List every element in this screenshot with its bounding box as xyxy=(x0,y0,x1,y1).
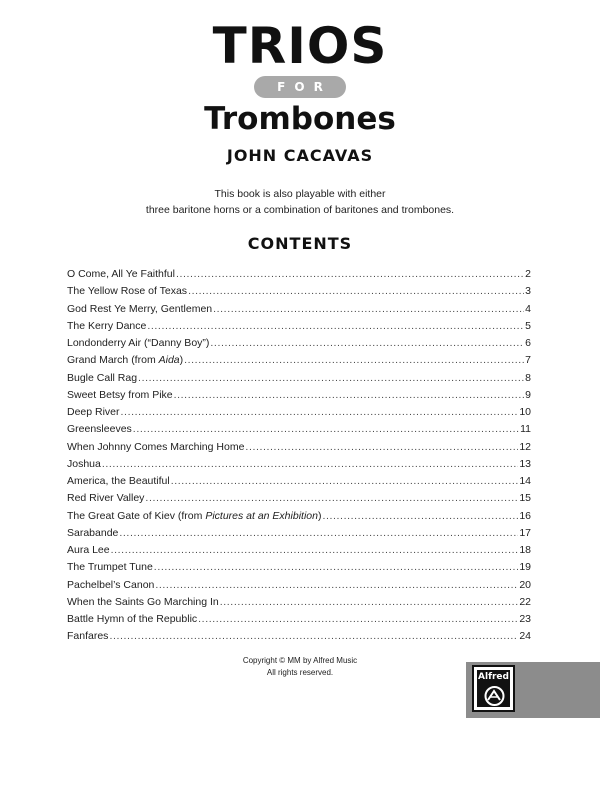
toc-row xyxy=(67,559,531,576)
toc-row xyxy=(67,370,531,387)
toc-row xyxy=(67,404,531,421)
author-name: JOHN CACAVAS xyxy=(226,146,374,165)
toc-page-number: 13 xyxy=(519,457,531,470)
toc-row xyxy=(67,628,531,645)
toc-title xyxy=(67,370,137,387)
toc-leader-dots xyxy=(188,283,524,300)
toc-title-text: Greensleeves xyxy=(67,423,132,436)
copyright-line-2: All rights reserved. xyxy=(266,668,334,677)
toc-row xyxy=(67,508,531,525)
copyright-line-1: Copyright © MM by Alfred Music xyxy=(242,656,358,665)
toc-title-text: Pachelbel’s Canon xyxy=(67,578,155,591)
toc-page-number: 11 xyxy=(520,423,531,436)
toc-row xyxy=(67,439,531,456)
toc-leader-dots xyxy=(145,490,518,507)
toc-page-number: 5 xyxy=(525,319,531,332)
toc-page-number: 14 xyxy=(519,475,531,487)
logo-word: Alfred xyxy=(478,672,509,682)
toc-leader-dots xyxy=(245,439,518,456)
toc-page-number: 15 xyxy=(519,492,531,505)
toc-leader-dots xyxy=(220,594,519,611)
toc-row xyxy=(67,301,531,318)
toc-title-text: Deep River xyxy=(67,406,120,418)
toc-title xyxy=(67,318,146,335)
toc-page-number: 3 xyxy=(525,285,531,298)
toc-row xyxy=(67,525,531,542)
toc-title xyxy=(67,266,175,283)
toc-page-number: 9 xyxy=(525,388,531,401)
toc-title-text: Fanfares xyxy=(67,630,109,643)
toc-row xyxy=(67,335,531,352)
toc-row xyxy=(67,283,531,300)
toc-row xyxy=(67,490,531,507)
toc-leader-dots xyxy=(133,421,519,438)
toc-page-number: 7 xyxy=(525,354,531,367)
toc-title-text: The Trumpet Tune xyxy=(67,561,153,574)
toc-row xyxy=(67,266,531,283)
toc-page-number: 8 xyxy=(525,371,531,384)
toc-title xyxy=(67,525,118,542)
toc-row xyxy=(67,387,531,404)
toc-title-text: When the Saints Go Marching In xyxy=(67,595,219,608)
toc-title-text: Joshua xyxy=(67,457,101,470)
toc-title-text: Bugle Call Rag xyxy=(67,371,138,384)
toc-row xyxy=(67,352,531,369)
toc-row xyxy=(67,542,531,559)
toc-leader-dots xyxy=(102,456,518,473)
toc-title xyxy=(67,577,154,594)
toc-title xyxy=(67,473,170,490)
toc-page-number: 18 xyxy=(519,544,531,556)
toc-title-italic: Aida xyxy=(158,354,180,367)
toc-title xyxy=(67,421,132,438)
toc-title-text: Red River Valley xyxy=(67,492,145,505)
toc-title-text: The Kerry Dance xyxy=(67,319,147,332)
toc-leader-dots xyxy=(138,370,524,387)
toc-title xyxy=(67,628,108,645)
toc-row xyxy=(67,456,531,473)
toc-page-number: 10 xyxy=(519,406,531,418)
toc-leader-dots xyxy=(109,628,518,645)
toc-row xyxy=(67,594,531,611)
toc-title xyxy=(67,404,120,421)
note-line-2: three baritone horns or a combination of baritones and trombones. xyxy=(145,204,455,216)
toc-leader-dots xyxy=(176,266,524,283)
playability-note xyxy=(0,186,600,218)
toc-row xyxy=(67,473,531,490)
toc-title-text: America, the Beautiful xyxy=(67,475,170,487)
toc-page-number: 20 xyxy=(519,578,531,591)
toc-title xyxy=(67,456,101,473)
toc-page-number: 16 xyxy=(519,509,531,522)
toc-title xyxy=(67,283,187,300)
toc-title xyxy=(67,559,153,576)
toc-title xyxy=(67,387,173,404)
toc-title-text: O Come, All Ye Faithful xyxy=(67,268,175,280)
toc-title-suffix: ) xyxy=(317,509,322,522)
toc-title xyxy=(67,508,321,525)
toc-page-number: 12 xyxy=(519,440,531,453)
contents-heading: CONTENTS xyxy=(247,234,353,253)
toc-leader-dots xyxy=(210,335,524,352)
toc-title xyxy=(67,301,212,318)
toc-row xyxy=(67,421,531,438)
toc-title-text: The Great Gate of Kiev (from xyxy=(67,509,206,522)
toc-title-text: Battle Hymn of the Republic xyxy=(67,613,198,625)
toc-page-number: 24 xyxy=(519,630,531,643)
toc-title-text: Sarabande xyxy=(67,526,119,539)
toc-title-text: Londonderry Air (“Danny Boy”) xyxy=(67,337,210,349)
toc-title-text: God Rest Ye Merry, Gentlemen xyxy=(67,302,213,315)
toc-title xyxy=(67,352,183,369)
toc-leader-dots xyxy=(121,404,519,421)
toc-title-text: When Johnny Comes Marching Home xyxy=(67,440,245,453)
toc-title xyxy=(67,594,219,611)
for-badge: FOR xyxy=(254,76,346,98)
alfred-logo xyxy=(472,665,515,712)
toc-row xyxy=(67,611,531,628)
toc-title xyxy=(67,335,209,352)
title-trios: TRIOS xyxy=(212,17,388,75)
toc-title-text: Grand March (from xyxy=(67,354,159,367)
toc-row xyxy=(67,318,531,335)
toc-leader-dots xyxy=(213,301,524,318)
toc-leader-dots xyxy=(154,559,519,576)
toc-leader-dots xyxy=(198,611,518,628)
table-of-contents xyxy=(67,266,531,646)
toc-page-number: 2 xyxy=(525,268,531,280)
toc-leader-dots xyxy=(147,318,524,335)
toc-title-text: The Yellow Rose of Texas xyxy=(67,285,188,298)
toc-title-italic: Pictures at an Exhibition xyxy=(205,509,318,522)
toc-leader-dots xyxy=(111,542,519,559)
title-instrument: Trombones xyxy=(204,101,396,137)
toc-title xyxy=(67,439,244,456)
toc-title xyxy=(67,611,197,628)
toc-title-text: Sweet Betsy from Pike xyxy=(67,388,173,401)
toc-page-number: 22 xyxy=(519,595,531,608)
toc-page-number: 4 xyxy=(525,302,531,315)
note-line-1: This book is also playable with either xyxy=(214,188,386,200)
toc-page-number: 6 xyxy=(525,337,531,349)
toc-leader-dots xyxy=(322,508,518,525)
toc-row xyxy=(67,577,531,594)
toc-page-number: 19 xyxy=(519,561,531,574)
toc-title-text: Aura Lee xyxy=(67,544,110,556)
toc-title-suffix: ) xyxy=(179,354,184,367)
toc-page-number: 23 xyxy=(519,613,531,625)
toc-title xyxy=(67,490,144,507)
toc-page-number: 17 xyxy=(519,526,531,539)
horn-emblem-icon xyxy=(482,685,507,707)
toc-leader-dots xyxy=(174,387,525,404)
toc-leader-dots xyxy=(155,577,518,594)
logo-background xyxy=(477,670,510,707)
toc-title xyxy=(67,542,110,559)
toc-leader-dots xyxy=(184,352,524,369)
toc-leader-dots xyxy=(119,525,518,542)
toc-leader-dots xyxy=(171,473,519,490)
